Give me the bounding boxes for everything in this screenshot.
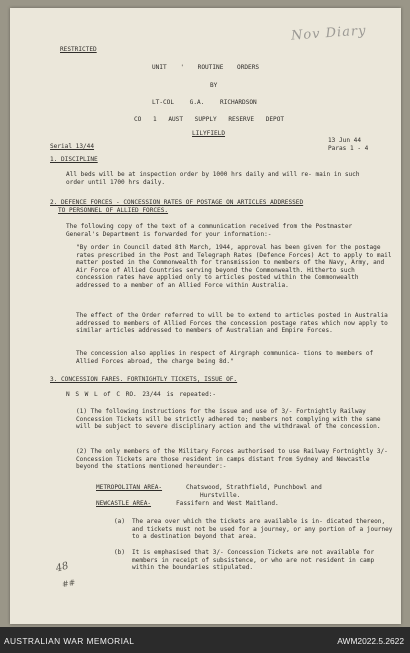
item-b-label: (b)	[114, 549, 126, 556]
metropolitan-area-text-1: Chatswood, Strathfield, Punchbowl and	[186, 484, 322, 491]
section-2-intro: The following copy of the text of a communication received from the Postmaster General's Department is forwarded for your information:-	[66, 223, 353, 238]
item-a-label: (a)	[114, 518, 126, 525]
section-2-quote-3: The concession also applies in respect of Airgraph communica- tions to members of Allied Forces abroad, the charge being 8d."	[76, 350, 374, 365]
document-date: 13 Jun 44	[328, 137, 362, 144]
section-2-heading-line-1: 2. DEFENCE FORCES - CONCESSION RATES OF POSTAGE ON ARTICLES ADDRESSED	[50, 199, 304, 206]
section-2-quote-1: "By order in Council dated 8th March, 1944, approval has been given for the postage rates prescribed in the Post and Telegraph Rates (Defence Forces) Act to apply to mail matter posted in the Commonwealth for transmission to members of the Navy, Army, and Air Force of Allied Countries serving beyond the Commonwealth. Hitherto such concession rates have applied only to articles posted within the Commonwealth addressed to a member of an Allied Force within Australia.	[76, 244, 392, 289]
handwritten-mark-2: ##	[61, 577, 77, 590]
archive-footer	[0, 627, 410, 653]
handwritten-mark: 48	[54, 560, 70, 575]
footer-accession-number: AWM2022.5.2622	[337, 636, 404, 646]
title-line-2: BY	[210, 82, 218, 89]
section-3-paragraph-1: (1) The following instructions for the issue and use of 3/- Fortnightly Railway Concession Tickets will be strictly adhered to; members not complying with the same will be subject to severe disciplinary action and the withdrawal of the concession.	[76, 408, 381, 431]
title-line-5: LILYFIELD	[192, 130, 226, 137]
section-3-reference: N S W L of C RO. 23/44 is repeated:-	[66, 391, 217, 398]
serial-number: Serial 13/44	[50, 143, 95, 150]
classification-label: RESTRICTED	[60, 46, 97, 53]
section-3-paragraph-2: (2) The only members of the Military Forces authorised to use Railway Fortnightly 3/- Concession Tickets are those resident in camps distant from Sydney and Newcastle beyond the stations mentioned hereunder:-	[76, 448, 388, 471]
pencil-annotation: Nov Diary	[290, 23, 368, 44]
section-1-heading: 1. DISCIPLINE	[50, 156, 98, 163]
metropolitan-area-text-2: Hurstville.	[200, 492, 241, 499]
item-b-text: It is emphasised that 3/- Concession Tickets are not available for members in receipt of subsistence, or who are not resident in camp within the boundaries stipulated.	[132, 549, 375, 572]
section-3-heading: 3. CONCESSION FARES. FORTNIGHTLY TICKETS, ISSUE OF.	[50, 376, 238, 383]
metropolitan-area-label: METROPOLITAN AREA-	[96, 484, 163, 491]
newcastle-area-text: Fassifern and West Maitland.	[176, 500, 279, 507]
title-line-4: CO 1 AUST SUPPLY RESERVE DEPOT	[134, 116, 285, 123]
newcastle-area-label: NEWCASTLE AREA-	[96, 500, 152, 507]
section-2-quote-2: The effect of the Order referred to will be to extend to articles posted in Australia addressed to members of Allied Forces the concession postage rates which now apply to similar articles addressed to members of Australian and Empire Forces.	[76, 312, 388, 335]
title-line-3: LT-COL G.A. RICHARDSON	[152, 99, 257, 106]
title-line-1: UNIT ' ROUTINE ORDERS	[152, 64, 260, 71]
footer-institution: AUSTRALIAN WAR MEMORIAL	[4, 636, 135, 646]
item-a-text: The area over which the tickets are available is in- dicated thereon, and tickets must not be used for a journey, or any portion of a journey to a destination beyond that area.	[132, 518, 393, 541]
document-page	[10, 8, 401, 624]
section-2-heading-line-2: TO PERSONNEL OF ALLIED FORCES.	[58, 207, 169, 214]
section-1-text: All beds will be at inspection order by 1000 hrs daily and will re- main in such order until 1700 hrs daily.	[66, 171, 360, 186]
paragraph-range: Paras 1 - 4	[328, 145, 369, 152]
